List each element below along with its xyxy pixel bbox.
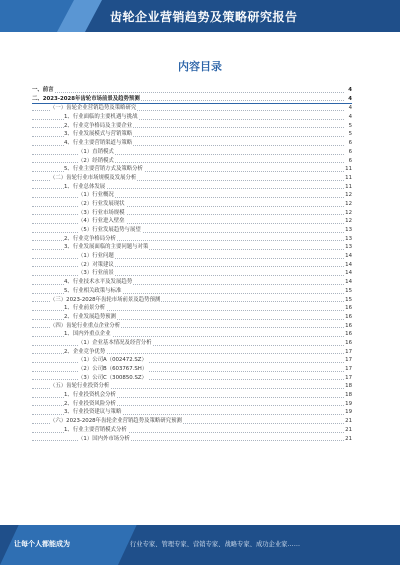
toc-entry-page: 14 [345, 253, 352, 260]
toc-entry-title: （1）企业基本情况及经营分析 [78, 339, 152, 346]
toc-entry-title: 1、行业前景分析 [64, 305, 106, 312]
toc-entry-page: 18 [345, 383, 352, 390]
toc-entry[interactable] [32, 139, 352, 148]
toc-entry[interactable] [32, 86, 352, 95]
toc-entry-title: （1）行业概况 [78, 192, 114, 199]
toc-entry[interactable] [32, 348, 352, 357]
toc-entry-page: 13 [345, 227, 352, 233]
toc-entry[interactable] [32, 365, 352, 374]
toc-entry[interactable] [32, 261, 352, 270]
toc-entry[interactable] [32, 130, 352, 139]
toc-entry-title: 1、行业主要营销模式分析 [64, 426, 127, 433]
toc-entry-title: 2、行业竞争格局分析 [64, 235, 116, 242]
toc-entry-title: 1、国内外重点企业 [64, 331, 111, 338]
toc-entry-page: 17 [345, 366, 352, 372]
footer-slogan: 让每个人都能成为 [14, 540, 70, 548]
toc-entry-page: 14 [345, 279, 352, 286]
toc-entry-page: 18 [345, 392, 352, 399]
toc-entry[interactable] [32, 165, 352, 174]
toc-entry-page: 16 [345, 305, 352, 312]
toc-entry[interactable] [32, 174, 352, 183]
toc-entry-page: 4 [348, 114, 352, 121]
toc-entry-title: 3、行业投资建议与策略 [64, 409, 122, 416]
toc-entry[interactable] [32, 435, 352, 444]
toc-entry[interactable] [32, 235, 352, 244]
toc-entry-title: 2、企业竞争优势 [64, 348, 106, 355]
toc-entry-title: 4、行业主要营销渠道与策略 [64, 140, 133, 147]
toc-entry-page: 17 [345, 374, 352, 381]
toc-entry-page: 6 [348, 157, 352, 164]
footer-banner [0, 525, 400, 565]
toc-entry-title: （3）行业前景 [78, 270, 114, 277]
toc-entry-page: 14 [345, 261, 352, 268]
toc-entry[interactable] [32, 157, 352, 166]
toc-entry[interactable] [32, 391, 352, 400]
toc-entry[interactable] [32, 269, 352, 278]
toc-entry-title: （1）公司A（002472.SZ） [78, 357, 147, 364]
toc-entry-title: （2）对策建议 [78, 261, 114, 268]
toc-entry-page: 17 [345, 357, 352, 364]
toc-entry-page: 19 [345, 409, 352, 416]
toc-entry-page: 16 [345, 322, 352, 329]
toc-entry[interactable] [32, 191, 352, 200]
toc-entry[interactable] [32, 243, 352, 252]
toc-entry-title: （2）行业发展现状 [78, 200, 125, 207]
toc-entry-page: 13 [345, 235, 352, 242]
toc-entry-page: 11 [345, 166, 352, 173]
toc-entry[interactable] [32, 278, 352, 287]
toc-entry[interactable] [32, 183, 352, 192]
toc-entry[interactable] [32, 374, 352, 383]
toc-entry-page: 4 [348, 87, 352, 93]
toc-entry-title: 一、前言 [32, 87, 54, 93]
toc-entry[interactable] [32, 122, 352, 131]
toc-entry[interactable] [32, 322, 352, 331]
toc-entry-page: 12 [345, 192, 352, 199]
toc-entry-page: 5 [348, 131, 352, 138]
toc-entry[interactable] [32, 113, 352, 122]
toc-entry-page: 12 [345, 218, 352, 225]
toc-entry-page: 19 [345, 400, 352, 407]
toc-entry[interactable] [32, 408, 352, 417]
toc-entry-page: 15 [345, 287, 352, 294]
toc-entry-title: 2、行业竞争格局及主要企业 [64, 122, 133, 129]
toc-entry-title: （二）齿轮行业市场规模及发展分析 [50, 174, 137, 181]
toc-entry-page: 5 [348, 122, 352, 129]
toc-entry-page: 16 [345, 313, 352, 320]
header-banner [0, 0, 400, 32]
toc-entry-page: 15 [345, 296, 352, 303]
toc-entry[interactable] [32, 382, 352, 391]
toc-entry-page: 16 [345, 339, 352, 346]
toc-entry-title: （四）齿轮行业重点企业分析 [50, 322, 121, 329]
toc-entry-title: （1）行业问题 [78, 253, 114, 260]
toc-leader-dots [32, 92, 344, 93]
table-of-contents [32, 86, 352, 443]
toc-entry-title: （三）2023-2028年齿轮市场前景及趋势预测 [50, 296, 161, 303]
toc-entry[interactable] [32, 356, 352, 365]
toc-entry-title: 1、行业投资机会分析 [64, 392, 116, 399]
toc-entry-page: 6 [348, 140, 352, 147]
toc-entry-page: 13 [345, 244, 352, 251]
toc-entry-title: 5、行业相关政策与标准 [64, 287, 122, 294]
toc-entry-title: 1、行业总体发展 [64, 183, 106, 190]
toc-entry-title: （3）公司C（300850.SZ） [78, 374, 147, 381]
toc-entry-page: 14 [345, 270, 352, 277]
footer-tagline: 行业专家、管理专家、营销专家、战略专家、成功企业家…… [130, 541, 301, 548]
toc-entry-title: （1）国内外市场分析 [78, 435, 130, 442]
toc-entry-title: （2）公司B（603767.SH） [78, 366, 148, 372]
toc-entry-page: 4 [348, 105, 352, 112]
report-title: 齿轮企业营销趋势及策略研究报告 [110, 10, 298, 24]
toc-entry[interactable] [32, 426, 352, 435]
toc-entry-title: （一）齿轮企业营销趋势及策略研究 [50, 105, 137, 112]
toc-entry-title: （4）行业进入壁垒 [78, 218, 125, 225]
toc-entry[interactable] [32, 330, 352, 339]
toc-entry-page: 12 [345, 209, 352, 216]
toc-entry-page: 21 [345, 435, 352, 442]
toc-entry[interactable] [32, 400, 352, 409]
toc-heading: 内容目录 [178, 60, 222, 73]
toc-entry-page: 4 [348, 95, 352, 102]
toc-entry-title: （3）行业市场规模 [78, 209, 125, 216]
toc-entry-title: 1、行业面临的主要机遇与挑战 [64, 114, 138, 121]
toc-entry-title: （5）行业发展趋势与展望 [78, 227, 141, 233]
toc-entry[interactable] [32, 252, 352, 261]
toc-entry[interactable] [32, 417, 352, 426]
toc-entry-page: 16 [345, 331, 352, 338]
toc-entry-page: 12 [345, 200, 352, 207]
toc-entry[interactable] [32, 209, 352, 218]
toc-entry[interactable] [32, 217, 352, 226]
toc-entry[interactable] [32, 313, 352, 322]
toc-entry-title: 4、行业技术水平及发展趋势 [64, 279, 133, 286]
toc-entry-title: 2、行业发展趋势预测 [64, 313, 116, 320]
toc-entry-page: 21 [345, 418, 352, 425]
toc-entry[interactable] [32, 226, 352, 235]
toc-entry-title: （1）直销模式 [78, 148, 114, 155]
toc-entry[interactable] [32, 200, 352, 209]
toc-entry[interactable] [32, 296, 352, 305]
toc-entry-title: （2）经销模式 [78, 157, 114, 164]
toc-entry-title: 二、2023-2028年齿轮市场前景及趋势预测 [32, 95, 140, 102]
toc-entry-page: 21 [345, 426, 352, 433]
toc-entry[interactable] [32, 148, 352, 157]
toc-entry-page: 11 [345, 174, 352, 181]
toc-entry[interactable] [32, 339, 352, 348]
toc-entry-title: （六）2023-2028年齿轮企业营销趋势及策略研究预测 [50, 418, 182, 425]
toc-entry-title: （五）齿轮行业投资分析 [50, 383, 110, 390]
toc-entry-page: 6 [348, 148, 352, 155]
toc-entry-title: 2、行业投资风险分析 [64, 400, 116, 407]
toc-entry[interactable] [32, 287, 352, 296]
toc-entry[interactable] [32, 104, 352, 113]
toc-entry[interactable] [32, 304, 352, 313]
toc-entry[interactable] [32, 95, 352, 105]
toc-entry-page: 17 [345, 348, 352, 355]
toc-entry-title: 3、行业发展模式与营销策略 [64, 131, 133, 138]
toc-entry-title: 5、行业主要营销方式及策略分析 [64, 166, 143, 173]
toc-entry-page: 11 [345, 183, 352, 190]
toc-entry-title: 3、行业发展面临的主要问题与对策 [64, 244, 149, 251]
